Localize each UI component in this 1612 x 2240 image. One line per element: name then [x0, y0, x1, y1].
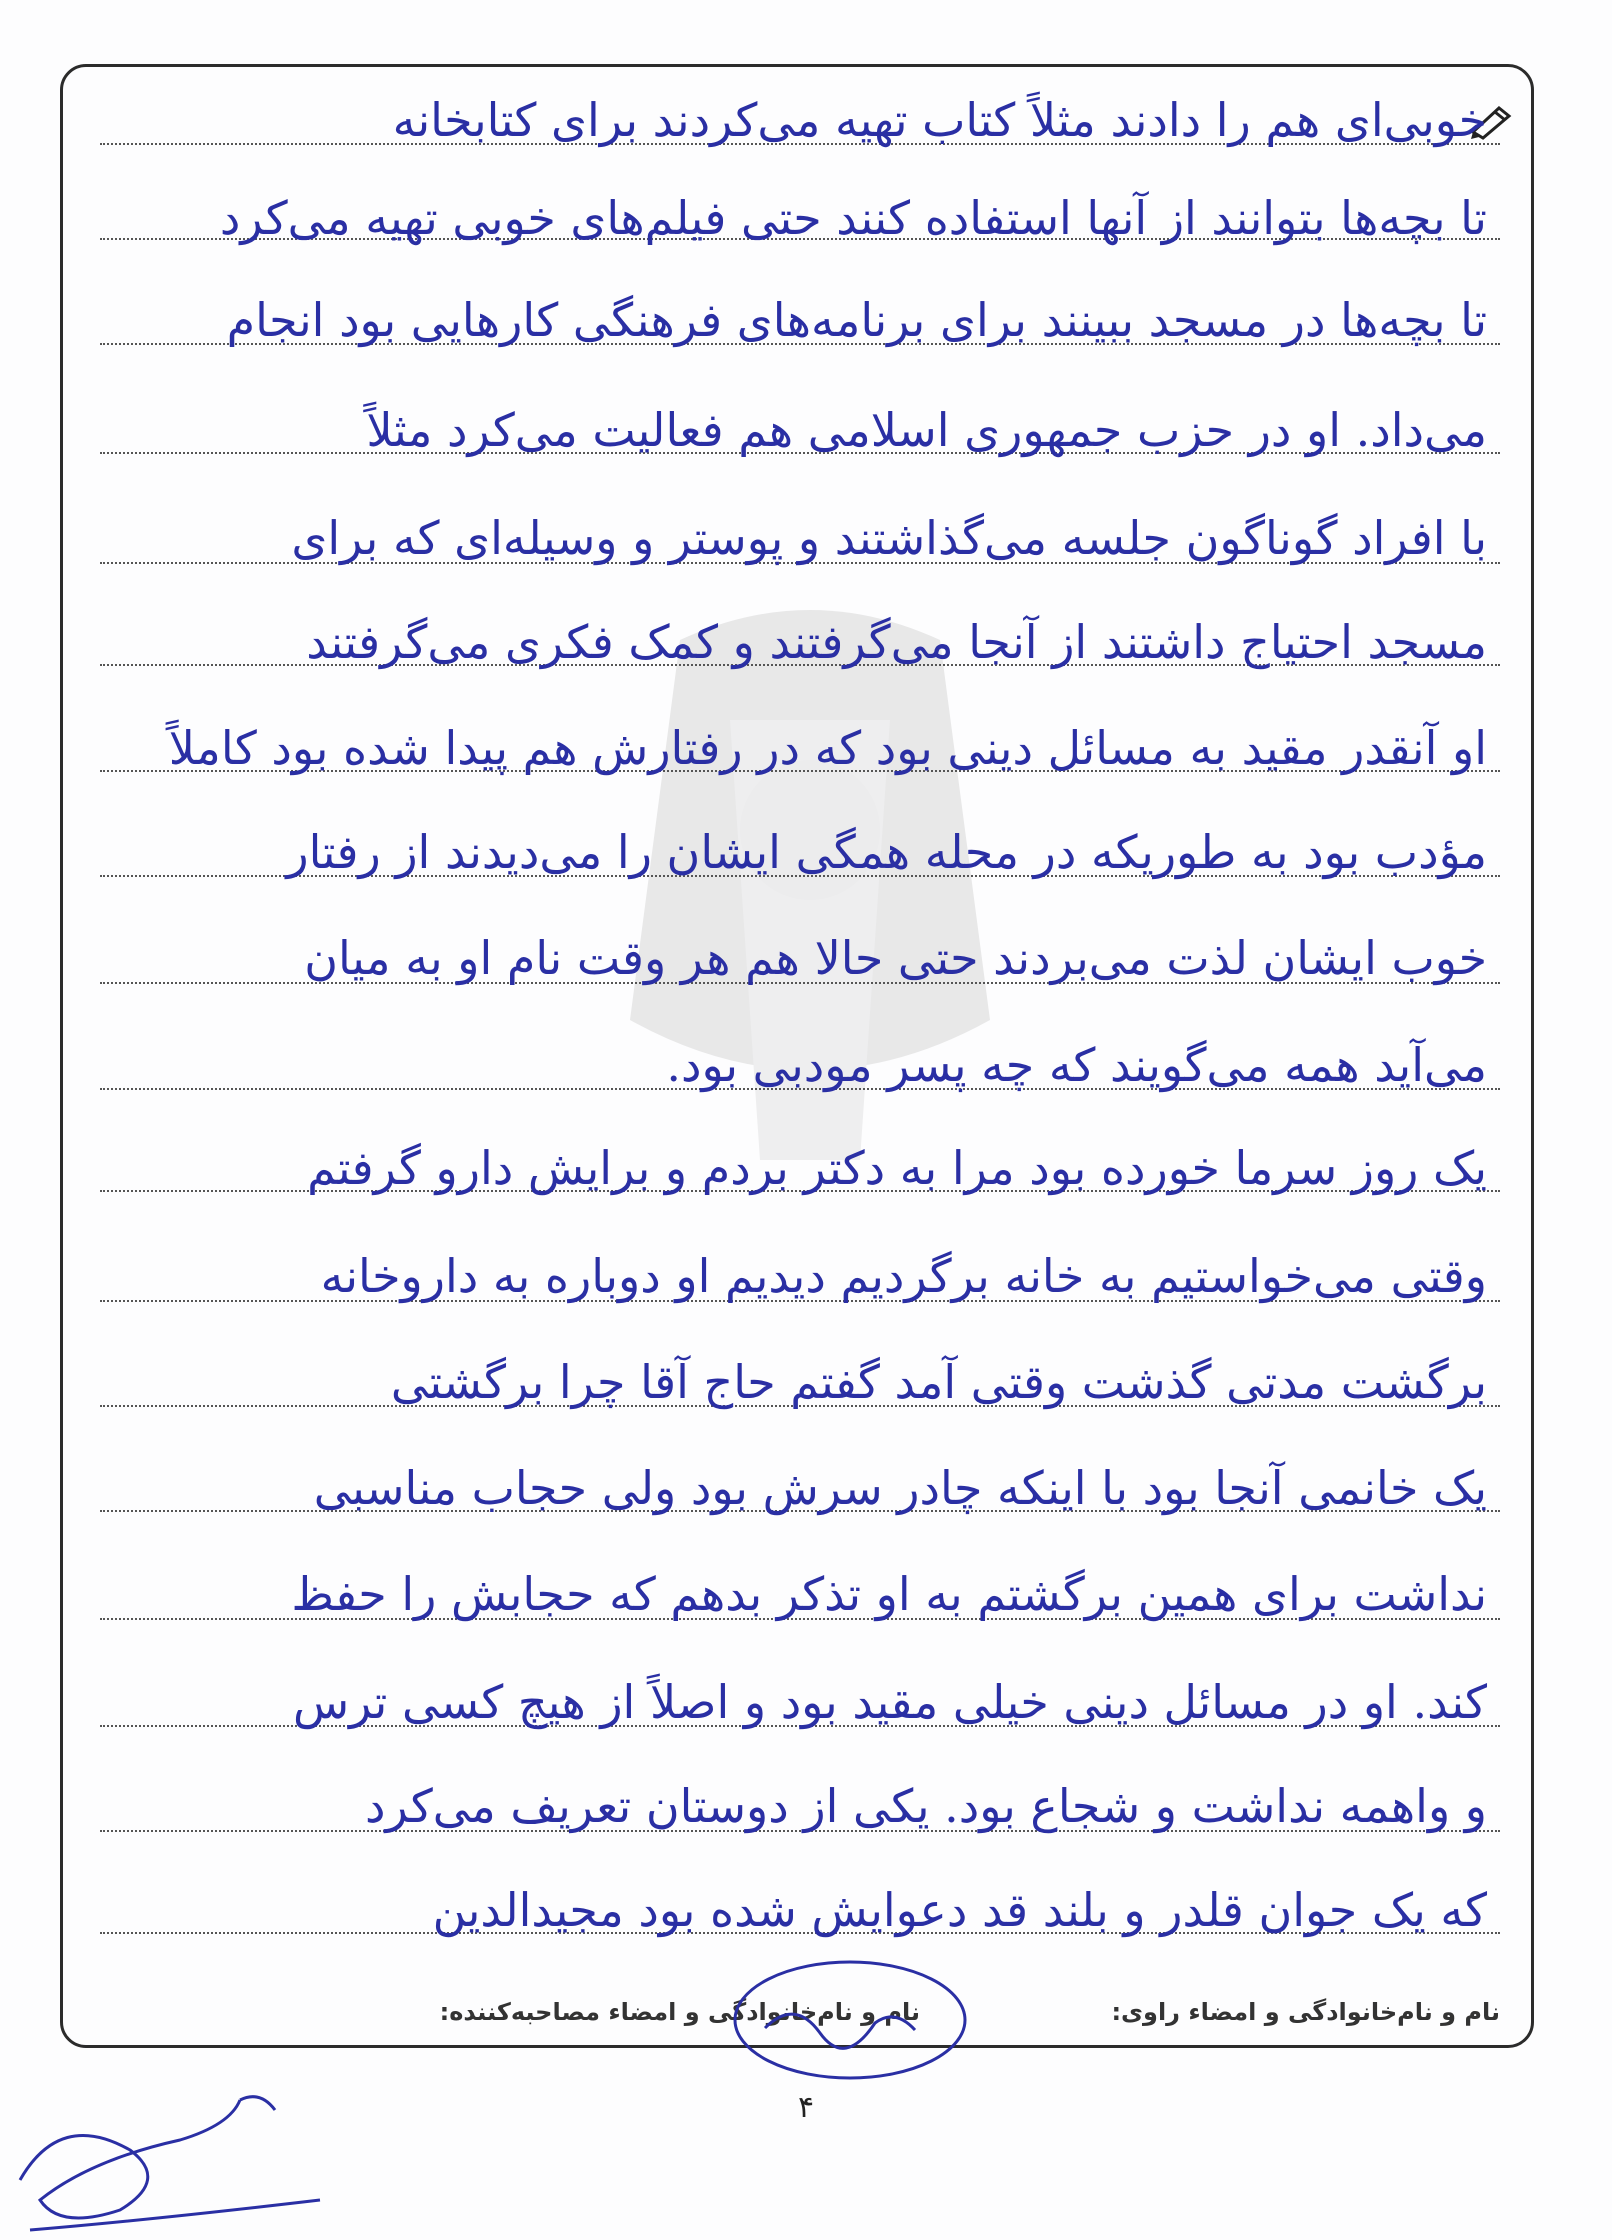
interviewer-signature — [725, 1948, 975, 2088]
handwritten-line: نداشت برای همین برگشتم به او تذکر بدهم که حجابش را حفظ — [291, 1567, 1487, 1621]
handwritten-line: و واهمه نداشت و شجاع بود. یکی از دوستان تعریف می‌کرد — [365, 1779, 1487, 1833]
page-number: ۴ — [797, 2090, 815, 2125]
handwritten-line: تا بچه‌ها بتوانند از آنها استفاده کنند حتی فیلم‌های خوبی تهیه می‌کرد — [219, 191, 1487, 245]
handwritten-line: خوب ایشان لذت می‌بردند حتی حالا هم هر وقت نام او به میان — [304, 931, 1487, 985]
handwritten-line: خوبی‌ای هم را دادند مثلاً کتاب تهیه می‌کردند برای کتابخانه — [392, 93, 1487, 147]
handwritten-line: مسجد احتیاج داشتند از آنجا می‌گرفتند و کمک فکری می‌گرفتند — [306, 615, 1487, 669]
handwritten-line: می‌داد. او در حزب جمهوری اسلامی هم فعالیت می‌کرد مثلاً — [366, 403, 1487, 457]
narrator-signature-label: نام و نام‌خانوادگی و امضاء راوی: — [1111, 1998, 1500, 2026]
handwritten-line: می‌آید همه می‌گویند که چه پسر مودبی بود. — [666, 1038, 1487, 1092]
handwritten-line: یک خانمی آنجا بود با اینکه چادر سرش بود ولی حجاب مناسبی — [313, 1461, 1487, 1515]
handwritten-line: یک روز سرما خورده بود مرا به دکتر بردم و برایش دارو گرفتم — [307, 1141, 1487, 1195]
handwritten-line: برگشت مدتی گذشت وقتی آمد گفتم حاج آقا چرا برگشتی — [390, 1355, 1487, 1409]
interviewer-signature-label: نام و نام‌خانوادگی و امضاء مصاحبه‌کننده: — [439, 1998, 920, 2026]
handwritten-line: مؤدب بود به طوریکه در محله همگی ایشان را می‌دیدند از رفتار — [286, 825, 1487, 879]
handwritten-line: که یک جوان قلدر و بلند قد دعوایش شده بود مجیدالدین — [432, 1883, 1487, 1937]
handwritten-line: وقتی می‌خواستیم به خانه برگردیم دیدیم او دوباره به داروخانه — [320, 1249, 1487, 1303]
handwritten-line: کند. او در مسائل دینی خیلی مقید بود و اصلاً از هیچ کسی ترس — [293, 1675, 1487, 1729]
handwritten-line: با افراد گوناگون جلسه می‌گذاشتند و پوستر و وسیله‌ای که برای — [291, 511, 1487, 565]
handwritten-line: او آنقدر مقید به مسائل دینی بود که در رفتارش هم پیدا شده بود کاملاً — [168, 721, 1487, 775]
handwritten-line: تا بچه‌ها در مسجد ببینند برای برنامه‌های فرهنگی کارهایی بود انجام — [226, 293, 1487, 347]
